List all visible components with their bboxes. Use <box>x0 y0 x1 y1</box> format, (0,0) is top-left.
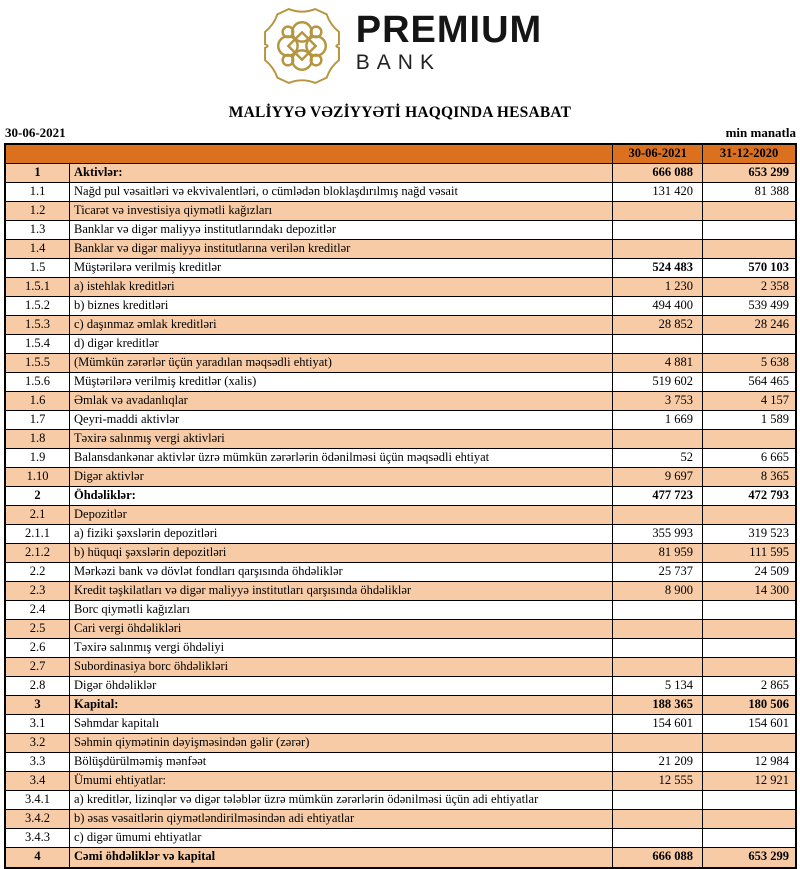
row-label: Təxirə salınmış vergi aktivləri <box>70 430 613 448</box>
row-label: Subordinasiya borc öhdəlikləri <box>70 658 613 676</box>
row-number: 1.6 <box>6 392 70 410</box>
row-number: 2.2 <box>6 563 70 581</box>
brand-subtitle: BANK <box>355 51 441 74</box>
row-number: 2.7 <box>6 658 70 676</box>
table-row <box>6 544 795 563</box>
row-label: c) digər ümumi ehtiyatlar <box>70 829 613 847</box>
row-label: Qeyri-maddi aktivlər <box>70 411 613 429</box>
value-current: 52 <box>613 449 703 467</box>
row-label: a) kreditlər, lizinqlər və digər tələblər üzrə mümkün zərərlərin ödənilməsi üçün adi ehtiyatlar <box>70 791 613 809</box>
report-date: 30-06-2021 <box>5 125 66 140</box>
table-row <box>6 297 795 316</box>
row-number: 2.1 <box>6 506 70 524</box>
table-body <box>6 164 795 867</box>
value-previous: 8 365 <box>760 469 789 483</box>
value-current: 12 555 <box>613 772 703 790</box>
row-number: 2.1.2 <box>6 544 70 562</box>
table-row <box>6 354 795 373</box>
value-previous: 12 921 <box>754 773 789 787</box>
row-label: Kredit təşkilatları və digər maliyyə institutları qarşısında öhdəliklər <box>70 582 613 600</box>
row-label: Ümumi ehtiyatlar: <box>70 772 613 790</box>
value-current: 131 420 <box>613 183 703 201</box>
row-number: 1.3 <box>6 221 70 239</box>
value-current: 188 365 <box>613 696 703 714</box>
value-current <box>613 620 703 638</box>
table-row <box>6 392 795 411</box>
value-previous: 564 465 <box>748 374 789 388</box>
row-number: 3 <box>6 696 70 714</box>
table-row <box>6 278 795 297</box>
table-row <box>6 563 795 582</box>
table-row <box>6 829 795 848</box>
value-current: 9 697 <box>613 468 703 486</box>
row-label: Səhmdar kapitalı <box>70 715 613 733</box>
value-current <box>613 221 703 239</box>
report-meta <box>0 125 800 141</box>
value-previous: 154 601 <box>748 716 789 730</box>
brand-name: PREMIUM <box>355 9 543 51</box>
row-number: 1.7 <box>6 411 70 429</box>
header-col-previous: 31-12-2020 <box>719 146 779 160</box>
value-current: 524 483 <box>613 259 703 277</box>
value-previous <box>703 829 795 847</box>
value-previous <box>703 620 795 638</box>
table-header-row <box>6 145 795 164</box>
table-row <box>6 411 795 430</box>
table-row <box>6 373 795 392</box>
row-label: Banklar və digər maliyyə institutlarına verilən kreditlər <box>70 240 613 258</box>
row-label: Müştərilərə verilmiş kreditlər (xalis) <box>70 373 613 391</box>
row-label: Depozitlər <box>70 506 613 524</box>
row-label: Borc qiymətli kağızları <box>70 601 613 619</box>
table-row <box>6 506 795 525</box>
row-number: 1.5.6 <box>6 373 70 391</box>
table-row <box>6 202 795 221</box>
value-previous <box>703 601 795 619</box>
table-row <box>6 525 795 544</box>
value-current: 494 400 <box>613 297 703 315</box>
row-number: 2.5 <box>6 620 70 638</box>
row-label: (Mümkün zərərlər üçün yaradılan məqsədli ehtiyat) <box>70 354 613 372</box>
value-current: 4 881 <box>613 354 703 372</box>
value-current: 81 959 <box>613 544 703 562</box>
row-label: Səhmin qiymətinin dəyişməsindən gəlir (zərər) <box>70 734 613 752</box>
value-previous: 2 865 <box>760 678 789 692</box>
row-number: 1.5 <box>6 259 70 277</box>
row-number: 2 <box>6 487 70 505</box>
report-title: MALİYYƏ VƏZİYYƏTİ HAQQINDA HESABAT <box>228 104 572 121</box>
value-current: 5 134 <box>613 677 703 695</box>
value-current: 25 737 <box>613 563 703 581</box>
table-row <box>6 335 795 354</box>
value-previous: 14 300 <box>754 583 789 597</box>
value-current: 666 088 <box>613 848 703 867</box>
value-previous <box>703 506 795 524</box>
value-previous: 539 499 <box>748 298 789 312</box>
row-number: 1.8 <box>6 430 70 448</box>
table-row <box>6 734 795 753</box>
row-number: 1.5.3 <box>6 316 70 334</box>
row-number: 3.3 <box>6 753 70 771</box>
value-previous: 12 984 <box>754 754 789 768</box>
table-row <box>6 316 795 335</box>
value-current: 21 209 <box>613 753 703 771</box>
knot-emblem-icon <box>258 2 346 90</box>
value-current: 3 753 <box>613 392 703 410</box>
value-previous: 319 523 <box>748 526 789 540</box>
value-current <box>613 335 703 353</box>
value-previous: 180 506 <box>748 697 789 711</box>
value-current <box>613 240 703 258</box>
row-label: Nağd pul vəsaitləri və ekvivalentləri, o cümlədən bloklaşdırılmış nağd vəsait <box>70 183 613 201</box>
row-number: 1.10 <box>6 468 70 486</box>
row-label: Cəmi öhdəliklər və kapital <box>70 848 613 867</box>
value-current: 154 601 <box>613 715 703 733</box>
table-row <box>6 772 795 791</box>
table-row <box>6 259 795 278</box>
value-current <box>613 202 703 220</box>
value-previous <box>703 221 795 239</box>
row-number: 2.4 <box>6 601 70 619</box>
value-current <box>613 810 703 828</box>
value-previous <box>703 240 795 258</box>
row-label: Əmlak və avadanlıqlar <box>70 392 613 410</box>
value-current <box>613 601 703 619</box>
value-current <box>613 829 703 847</box>
table-row <box>6 639 795 658</box>
table-row <box>6 753 795 772</box>
row-number: 3.4.3 <box>6 829 70 847</box>
row-number: 1.9 <box>6 449 70 467</box>
table-row <box>6 487 795 506</box>
value-previous: 570 103 <box>748 260 789 274</box>
row-label: Mərkəzi bank və dövlət fondları qarşısında öhdəliklər <box>70 563 613 581</box>
value-previous: 1 589 <box>760 412 789 426</box>
unit-note: min manatla <box>725 125 796 140</box>
table-row <box>6 240 795 259</box>
row-number: 1.1 <box>6 183 70 201</box>
row-number: 1.5.5 <box>6 354 70 372</box>
value-previous: 2 358 <box>760 279 789 293</box>
value-previous: 653 299 <box>748 849 789 863</box>
row-number: 1.5.1 <box>6 278 70 296</box>
value-previous <box>703 430 795 448</box>
value-current <box>613 734 703 752</box>
value-previous <box>703 791 795 809</box>
value-current: 477 723 <box>613 487 703 505</box>
value-current <box>613 430 703 448</box>
row-label: a) fiziki şəxslərin depozitləri <box>70 525 613 543</box>
row-number: 4 <box>6 848 70 867</box>
table-row <box>6 696 795 715</box>
table-row <box>6 430 795 449</box>
row-label: Digər öhdəliklər <box>70 677 613 695</box>
table-row <box>6 677 795 696</box>
value-previous <box>703 658 795 676</box>
table-row <box>6 164 795 183</box>
header-spacer-cell <box>6 145 613 163</box>
row-number: 3.1 <box>6 715 70 733</box>
row-label: Öhdəliklər: <box>70 487 613 505</box>
row-number: 1 <box>6 164 70 182</box>
table-row <box>6 715 795 734</box>
row-label: Kapital: <box>70 696 613 714</box>
value-current: 1 230 <box>613 278 703 296</box>
row-label: Ticarət və investisiya qiymətli kağızları <box>70 202 613 220</box>
row-number: 3.4.2 <box>6 810 70 828</box>
row-number: 3.4.1 <box>6 791 70 809</box>
table-row <box>6 791 795 810</box>
row-label: d) digər kreditlər <box>70 335 613 353</box>
value-current: 666 088 <box>613 164 703 182</box>
value-current: 28 852 <box>613 316 703 334</box>
row-label: b) biznes kreditləri <box>70 297 613 315</box>
row-label: Bölüşdürülməmiş mənfəət <box>70 753 613 771</box>
value-current: 519 602 <box>613 373 703 391</box>
row-label: Təxirə salınmış vergi öhdəliyi <box>70 639 613 657</box>
row-label: Aktivlər: <box>70 164 613 182</box>
table-row <box>6 582 795 601</box>
row-number: 3.2 <box>6 734 70 752</box>
value-previous: 28 246 <box>754 317 789 331</box>
table-row <box>6 810 795 829</box>
value-previous: 472 793 <box>748 488 789 502</box>
table-row <box>6 620 795 639</box>
row-number: 2.3 <box>6 582 70 600</box>
value-current <box>613 506 703 524</box>
row-label: a) istehlak kreditləri <box>70 278 613 296</box>
value-current: 355 993 <box>613 525 703 543</box>
row-label: b) hüquqi şəxslərin depozitləri <box>70 544 613 562</box>
table-row <box>6 601 795 620</box>
table-row <box>6 221 795 240</box>
value-previous: 653 299 <box>748 165 789 179</box>
value-previous: 4 157 <box>760 393 789 407</box>
row-number: 1.5.2 <box>6 297 70 315</box>
value-previous <box>703 734 795 752</box>
value-current: 8 900 <box>613 582 703 600</box>
table-row <box>6 449 795 468</box>
row-number: 2.6 <box>6 639 70 657</box>
row-label: Müştərilərə verilmiş kreditlər <box>70 259 613 277</box>
value-previous <box>703 639 795 657</box>
value-previous: 6 665 <box>760 450 789 464</box>
row-number: 3.4 <box>6 772 70 790</box>
value-previous <box>703 810 795 828</box>
row-number: 1.4 <box>6 240 70 258</box>
row-label: Digər aktivlər <box>70 468 613 486</box>
row-number: 2.1.1 <box>6 525 70 543</box>
value-previous: 111 595 <box>749 545 789 559</box>
value-current <box>613 791 703 809</box>
value-previous: 5 638 <box>760 355 789 369</box>
row-number: 1.5.4 <box>6 335 70 353</box>
table-row <box>6 468 795 487</box>
row-label: Cari vergi öhdəlikləri <box>70 620 613 638</box>
value-previous <box>703 202 795 220</box>
bank-logo <box>0 2 800 90</box>
row-label: Balansdankənar aktivlər üzrə mümkün zərərlərin ödənilməsi üçün məqsədli ehtiyat <box>70 449 613 467</box>
row-label: Banklar və digər maliyyə institutlarındakı depozitlər <box>70 221 613 239</box>
row-number: 2.8 <box>6 677 70 695</box>
row-label: c) daşınmaz əmlak kreditləri <box>70 316 613 334</box>
value-previous: 81 388 <box>754 184 789 198</box>
value-current <box>613 639 703 657</box>
header-col-current: 30-06-2021 <box>613 145 703 163</box>
row-number: 1.2 <box>6 202 70 220</box>
row-label: b) əsas vəsaitlərin qiymətləndirilməsindən adi ehtiyatlar <box>70 810 613 828</box>
balance-sheet-table <box>4 143 797 869</box>
value-current: 1 669 <box>613 411 703 429</box>
table-row <box>6 183 795 202</box>
table-row <box>6 658 795 677</box>
table-row <box>6 848 795 867</box>
value-current <box>613 658 703 676</box>
value-previous <box>703 335 795 353</box>
value-previous: 24 509 <box>754 564 789 578</box>
